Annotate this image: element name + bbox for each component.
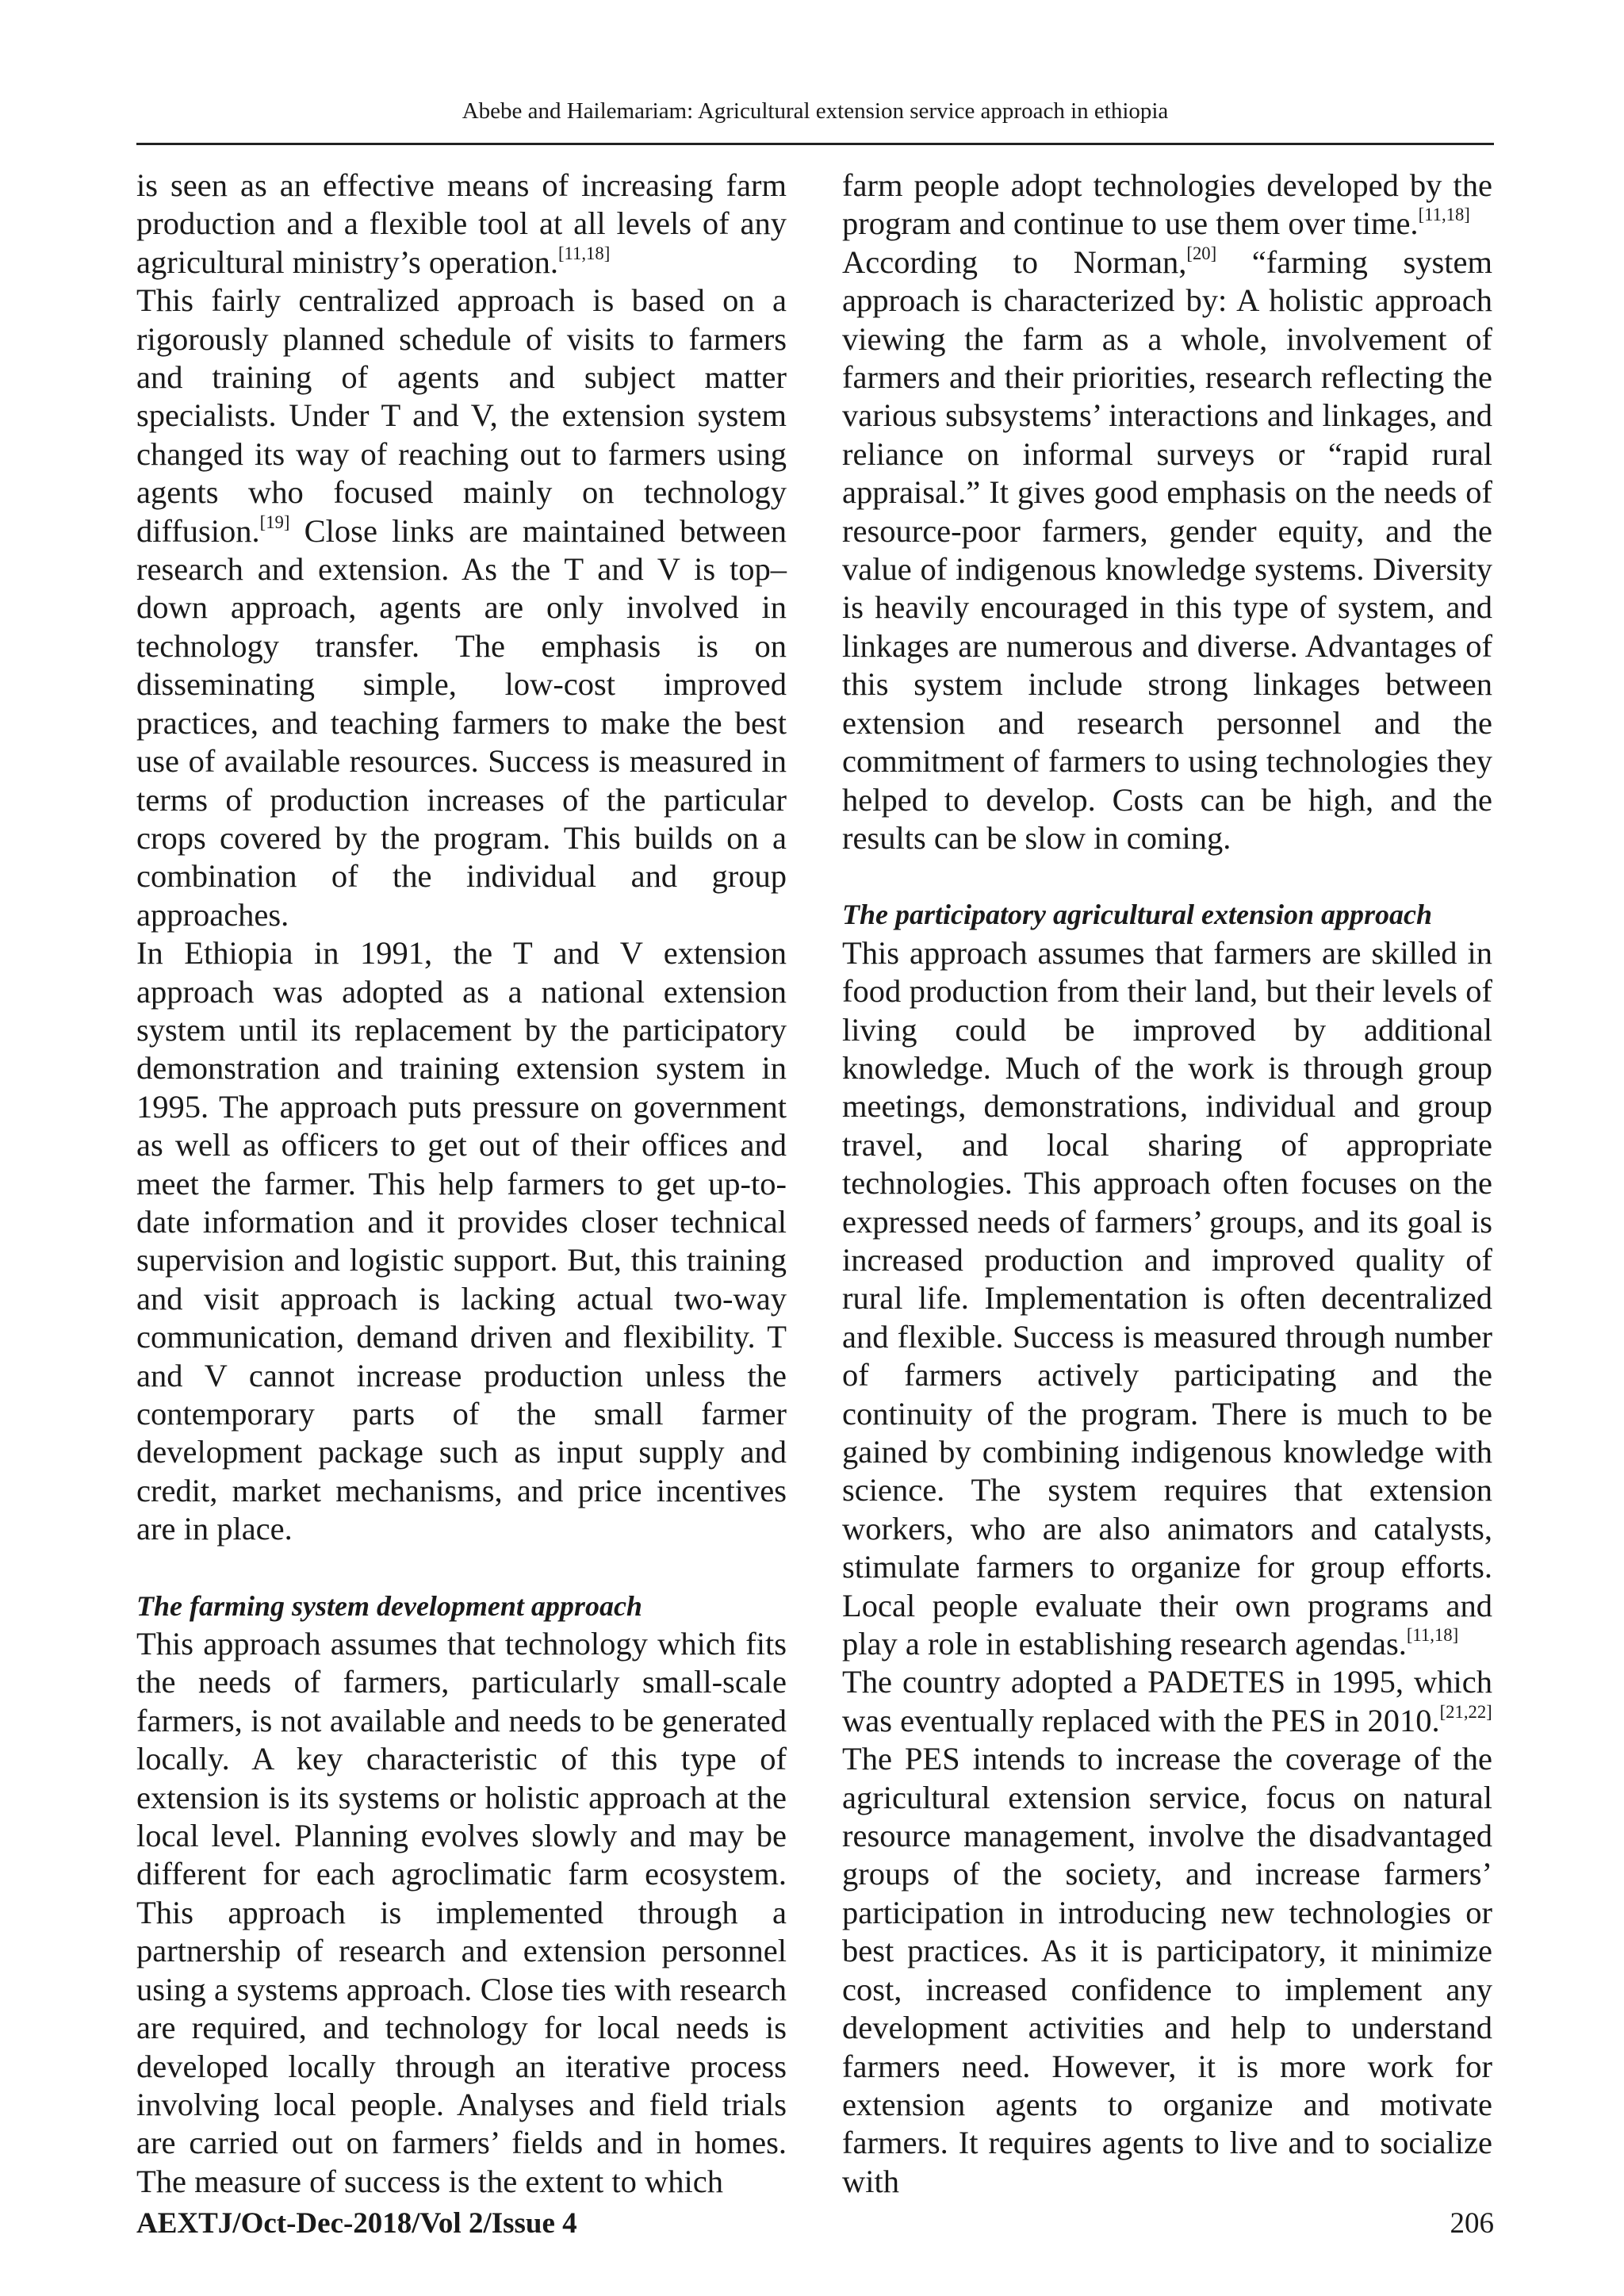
paragraph bbox=[842, 1663, 1492, 1740]
paragraph-text: In Ethiopia in 1991, the T and V extension approach was adopted as a national extension system until its replacement by the participatory demonstration and training extension system in 1995. The approach puts pressure on government as well as officers to get out of their offices and meet the farmer. This help farmers to get up-to-date information and it provides closer technical supervision and logistic support. But, this training and visit approach is lacking actual two-way communication, demand driven and flexibility. T and V cannot increase production unless the contemporary parts of the small farmer development package such as input supply and credit, market mechanisms, and price incentives are in place. bbox=[136, 935, 787, 1547]
right-column bbox=[842, 167, 1492, 2201]
paragraph-text: Close links are maintained between research and extension. As the T and V is top–down approach, agents are only involved in technology transfer. The emphasis is on disseminating simple, low-cost improved practices, and teaching farmers to make the best use of available resources. Success is measured in terms of production increases of the particular crops covered by the program. This builds on a combination of the individual and group approaches. bbox=[136, 512, 787, 933]
paragraph-text: The PES intends to increase the coverage of the agricultural extension service, focus on natural resource management, involve the disadvantaged groups of the society, and increase farmers’ participation in introducing new technologies or best practices. As it is participatory, it minimize cost, increased confidence to implement any development activities and help to understand farmers need. However, it is more work for extension agents to organize and motivate farmers. It requires agents to live and to socialize with bbox=[842, 1741, 1492, 2199]
paragraph bbox=[136, 282, 787, 934]
journal-footer: AEXTJ/Oct-Dec-2018/Vol 2/Issue 4 bbox=[136, 2207, 577, 2240]
paragraph bbox=[136, 167, 787, 282]
section-spacer bbox=[136, 1549, 787, 1587]
left-column bbox=[136, 167, 787, 2201]
citation: [19] bbox=[259, 512, 290, 532]
citation: [21,22] bbox=[1439, 1701, 1492, 1722]
citation: [11,18] bbox=[558, 243, 611, 263]
paragraph bbox=[136, 1625, 787, 2201]
section-spacer bbox=[842, 857, 1492, 895]
paragraph-text: This approach assumes that farmers are skilled in food production from their land, but their levels of living could be improved by additional knowledge. Much of the work is through group meetings, demonstrations, individual and group travel, and local sharing of appropriate technologies. This approach often focuses on the expressed needs of farmers’ groups, and its goal is increased production and improved quality of rural life. Implementation is often decentralized and flexible. Success is measured through number of farmers actively participating and the continuity of the program. There is much to be gained by combining indigenous knowledge with science. The system requires that extension workers, who are also animators and catalysts, stimulate farmers to organize for group efforts. Local people evaluate their own programs and play a role in establishing research agendas. bbox=[842, 934, 1492, 1662]
citation: [20] bbox=[1186, 243, 1217, 263]
paragraph bbox=[136, 934, 787, 1549]
citation: [11,18] bbox=[1406, 1625, 1459, 1646]
running-head: Abebe and Hailemariam: Agricultural extension service approach in ethiopia bbox=[462, 98, 1169, 124]
paragraph-text: farm people adopt technologies developed by the program and continue to use them over time. bbox=[842, 167, 1492, 242]
paragraph bbox=[842, 243, 1492, 858]
paragraph-text: According to Norman, bbox=[842, 243, 1187, 280]
header-rule bbox=[136, 143, 1494, 145]
paragraph-text: This approach assumes that technology which fits the needs of farmers, particularly small-scale farmers, is not available and needs to be generated locally. A key characteristic of this type of extension is its systems or holistic approach at the local level. Planning evolves slowly and may be different for each agroclimatic farm ecosystem. This approach is implemented through a partnership of research and extension personnel using a systems approach. Close ties with research are required, and technology for local needs is developed locally through an iterative process involving local people. Analyses and field trials are carried out on farmers’ fields and in homes. The measure of success is the extent to which bbox=[136, 1626, 787, 2199]
paragraph-text: “farming system approach is characterized by: A holistic approach viewing the farm as a whole, involvement of farmers and their priorities, research reflecting the various subsystems’ interactions and linkages, and reliance on informal surveys or “rapid rural appraisal.” It gives good emphasis on the needs of resource-poor farmers, gender equity, and the value of indigenous knowledge systems. Diversity is heavily encouraged in this type of system, and linkages are numerous and diverse. Advantages of this system include strong linkages between extension and research personnel and the commitment of farmers to using technologies they helped to develop. Costs can be high, and the results can be slow in coming. bbox=[842, 243, 1492, 856]
citation: [11,18] bbox=[1418, 205, 1470, 225]
paragraph-text: The country adopted a PADETES in 1995, which was eventually replaced with the PES in 2010. bbox=[842, 1664, 1492, 1738]
paragraph-text: This fairly centralized approach is based on a rigorously planned schedule of visits to farmers and training of agents and subject matter specialists. Under T and V, the extension system changed its way of reaching out to farmers using agents who focused mainly on technology diffusion. bbox=[136, 282, 787, 549]
paragraph bbox=[842, 167, 1492, 243]
section-heading: The farming system development approach bbox=[136, 1589, 642, 1622]
paragraph-text: is seen as an effective means of increasing farm production and a flexible tool at all levels of any agricultural ministry’s operation. bbox=[136, 167, 787, 280]
section-heading: The participatory agricultural extension approach bbox=[842, 899, 1433, 931]
paragraph bbox=[842, 934, 1492, 1664]
paragraph bbox=[842, 1740, 1492, 2201]
page-number: 206 bbox=[1450, 2207, 1494, 2240]
